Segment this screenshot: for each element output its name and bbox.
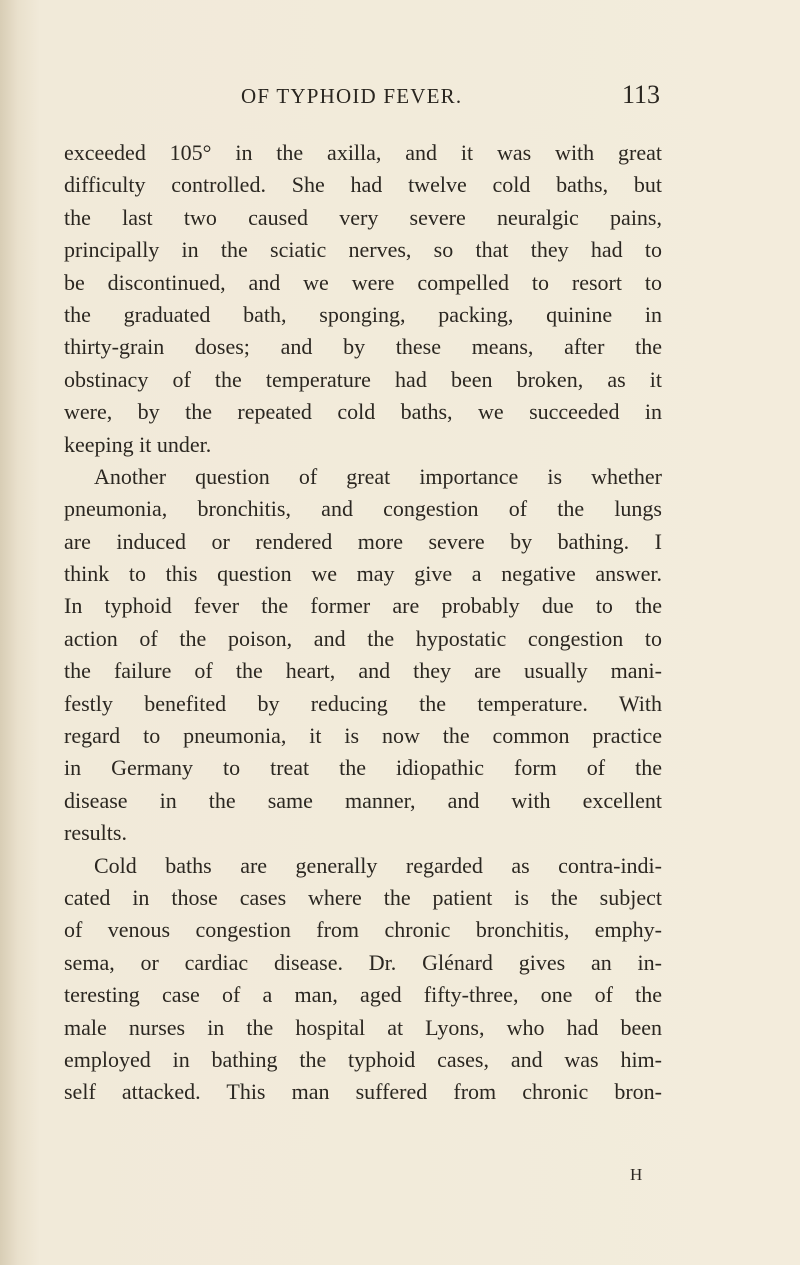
text-line: thirty-grain doses; and by these means, after the	[64, 334, 662, 360]
signature-mark: H	[630, 1165, 644, 1184]
page-number: 113	[622, 80, 661, 109]
page-header	[0, 80, 800, 114]
text-line: the failure of the heart, and they are usually mani-	[64, 658, 662, 684]
text-line: action of the poison, and the hypostatic congestion to	[64, 625, 662, 651]
text-line: were, by the repeated cold baths, we succeeded in	[64, 399, 662, 425]
text-line: the last two caused very severe neuralgic pains,	[64, 204, 662, 230]
running-title: OF TYPHOID FEVER.	[241, 84, 463, 108]
text-line: results.	[64, 820, 127, 846]
text-line: obstinacy of the temperature had been broken, as it	[64, 366, 662, 392]
text-line: Cold baths are generally regarded as contra-indi-	[94, 852, 662, 878]
text-line: regard to pneumonia, it is now the common practice	[64, 723, 662, 749]
text-line: Another question of great importance is whether	[94, 463, 662, 489]
text-line: exceeded 105° in the axilla, and it was with great	[64, 140, 662, 165]
text-line: principally in the sciatic nerves, so that they had to	[64, 237, 662, 263]
text-line: the graduated bath, sponging, packing, quinine in	[64, 301, 662, 327]
text-line: employed in bathing the typhoid cases, and was him-	[64, 1046, 662, 1072]
text-line: keeping it under.	[64, 431, 212, 457]
text-line: in Germany to treat the idiopathic form of the	[64, 755, 662, 781]
text-line: self attacked. This man suffered from chronic bron-	[64, 1079, 662, 1105]
text-line: difficulty controlled. She had twelve cold baths, but	[64, 172, 662, 198]
text-line: think to this question we may give a negative answer.	[64, 561, 662, 587]
text-line: In typhoid fever the former are probably due to the	[64, 593, 662, 619]
text-line: pneumonia, bronchitis, and congestion of the lungs	[64, 496, 662, 522]
text-line: disease in the same manner, and with excellent	[64, 787, 662, 813]
body-text	[64, 137, 662, 1109]
text-line: of venous congestion from chronic bronchitis, emphy-	[64, 917, 662, 943]
text-line: festly benefited by reducing the temperature. With	[64, 690, 662, 716]
text-line: are induced or rendered more severe by bathing. I	[64, 528, 662, 554]
text-line: male nurses in the hospital at Lyons, who had been	[64, 1014, 662, 1040]
text-line: be discontinued, and we were compelled to resort to	[64, 269, 662, 295]
text-line: cated in those cases where the patient is the subject	[64, 884, 662, 910]
text-line: sema, or cardiac disease. Dr. Glénard gives an in-	[64, 949, 662, 975]
text-line: teresting case of a man, aged fifty-three, one of the	[64, 982, 662, 1008]
